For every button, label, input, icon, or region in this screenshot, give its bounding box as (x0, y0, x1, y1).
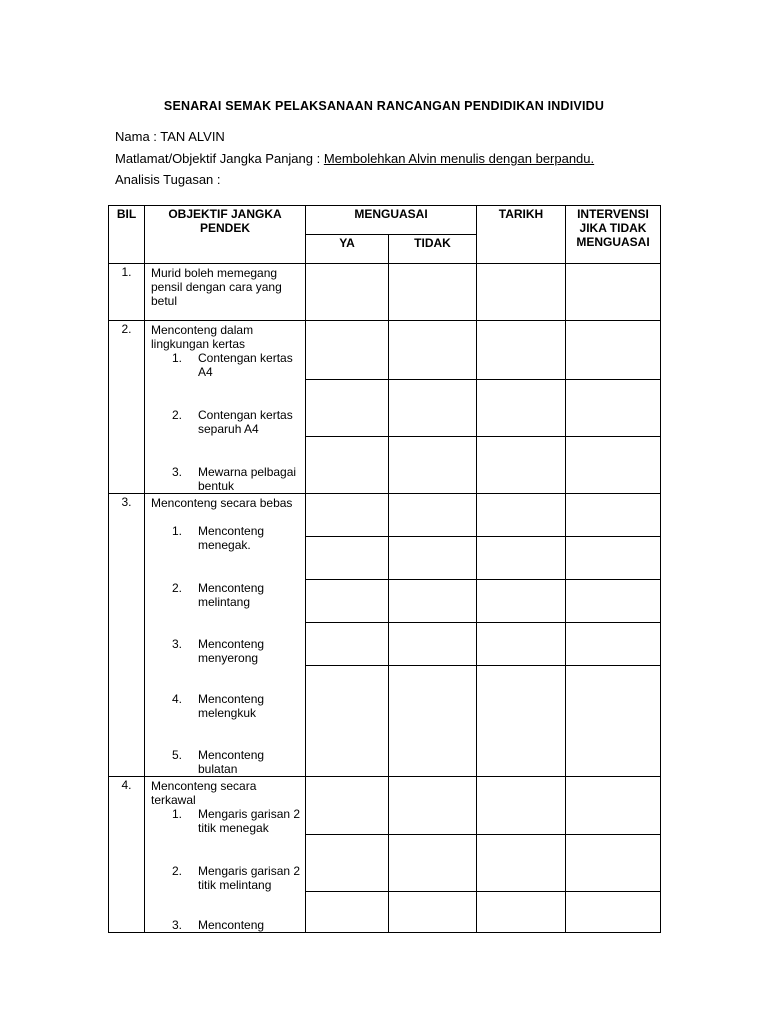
item-text: Mengaris garisan 2 titik melintang (198, 863, 301, 892)
list-item (151, 465, 301, 493)
tidak-cell[interactable] (389, 436, 477, 494)
bil-continuation (109, 436, 145, 494)
item-number: 2. (172, 863, 183, 878)
row-bil: 4. (109, 776, 145, 835)
header-tarikh: TARIKH (477, 206, 566, 264)
list-item (151, 408, 301, 436)
table-row (109, 321, 661, 380)
list-item (151, 692, 301, 720)
matlamat-line (115, 151, 594, 166)
bil-continuation (109, 623, 145, 666)
list-item (151, 748, 301, 776)
list-item (151, 581, 301, 609)
intervensi-cell[interactable] (566, 580, 661, 623)
matlamat-label: Matlamat/Objektif Jangka Panjang : (115, 151, 324, 166)
row-objective-block (145, 623, 306, 666)
bil-continuation (109, 892, 145, 933)
header-menguasai: MENGUASAI (306, 206, 477, 235)
tidak-cell[interactable] (389, 835, 477, 892)
ya-cell[interactable] (306, 623, 389, 666)
tarikh-cell[interactable] (477, 436, 566, 494)
tidak-cell[interactable] (389, 379, 477, 436)
list-item (151, 524, 301, 552)
ya-cell[interactable] (306, 494, 389, 537)
item-number: 1. (172, 351, 183, 365)
tidak-cell[interactable] (389, 321, 477, 380)
header-objektif: OBJEKTIF JANGKA PENDEK (145, 206, 306, 264)
tarikh-cell[interactable] (477, 379, 566, 436)
intervensi-cell[interactable] (566, 494, 661, 537)
row-objective-block (145, 892, 306, 933)
tarikh-cell[interactable] (477, 666, 566, 777)
tarikh-cell[interactable] (477, 580, 566, 623)
row-objective-block (145, 523, 306, 580)
tidak-cell[interactable] (389, 494, 477, 537)
intervensi-cell[interactable] (566, 436, 661, 494)
ya-cell[interactable] (306, 379, 389, 436)
analisis-label: Analisis Tugasan : (115, 172, 221, 187)
item-number: 3. (172, 636, 183, 651)
row-objective-block (145, 835, 306, 892)
item-text: Menconteng melintang (198, 580, 265, 609)
item-text: Mewarna pelbagai bentuk (198, 465, 297, 493)
tarikh-cell[interactable] (477, 835, 566, 892)
row-bil: 1. (109, 264, 145, 321)
ya-cell[interactable] (306, 537, 389, 580)
table-row (109, 264, 661, 321)
item-number: 3. (172, 465, 183, 479)
intervensi-cell[interactable] (566, 666, 661, 777)
checklist-table (108, 205, 661, 933)
tidak-cell[interactable] (389, 666, 477, 777)
item-number: 5. (172, 747, 183, 762)
document-title: SENARAI SEMAK PELAKSANAAN RANCANGAN PENDIDIKAN INDIVIDU (163, 99, 605, 113)
item-text: Menconteng menyerong (198, 636, 265, 665)
table-row (109, 776, 661, 835)
row-objective-block (145, 379, 306, 436)
intervensi-cell[interactable] (566, 835, 661, 892)
nama-line (115, 129, 225, 144)
item-text: Menconteng (198, 917, 265, 932)
ya-cell[interactable] (306, 776, 389, 835)
row-objective-block (145, 321, 306, 380)
item-text: Contengan kertas A4 (198, 351, 293, 379)
row-objective: Murid boleh memegang pensil dengan cara yang betul (145, 264, 306, 321)
intervensi-cell[interactable] (566, 776, 661, 835)
row-objective-block (145, 776, 306, 835)
header-intervensi: INTERVENSI JIKA TIDAK MENGUASAI (566, 206, 661, 264)
item-text: Contengan kertas separuh A4 (198, 408, 293, 436)
bil-continuation (109, 537, 145, 580)
row-bil: 2. (109, 321, 145, 380)
list-item (151, 918, 301, 932)
header-bil: BIL (109, 206, 145, 264)
table-row (109, 623, 661, 666)
list-item (151, 637, 301, 665)
ya-cell[interactable] (306, 580, 389, 623)
nama-label: Nama : (115, 129, 161, 144)
intervensi-cell[interactable] (566, 264, 661, 321)
header-tidak: TIDAK (389, 235, 477, 264)
row-objective: Menconteng secara bebas (151, 496, 293, 510)
item-text: Menconteng melengkuk (198, 691, 265, 720)
table-row (109, 835, 661, 892)
intervensi-cell[interactable] (566, 379, 661, 436)
ya-cell[interactable] (306, 436, 389, 494)
table-row (109, 379, 661, 436)
row-bil: 3. (109, 494, 145, 537)
list-item (151, 351, 301, 379)
list-item (151, 864, 301, 892)
table-row (109, 666, 661, 777)
bil-continuation (109, 379, 145, 436)
ya-cell[interactable] (306, 321, 389, 380)
nama-value: TAN ALVIN (160, 129, 225, 144)
item-number: 1. (172, 806, 183, 821)
tarikh-cell[interactable] (477, 264, 566, 321)
tarikh-cell[interactable] (477, 537, 566, 580)
row-objective-block (145, 580, 306, 623)
tarikh-cell[interactable] (477, 494, 566, 537)
intervensi-cell[interactable] (566, 892, 661, 933)
intervensi-cell[interactable] (566, 537, 661, 580)
tidak-cell[interactable] (389, 537, 477, 580)
item-text: Menconteng bulatan (198, 747, 265, 776)
row-objective: Menconteng secara terkawal (151, 778, 257, 807)
item-number: 4. (172, 691, 183, 706)
ya-cell[interactable] (306, 892, 389, 933)
ya-cell[interactable] (306, 835, 389, 892)
table-row (109, 537, 661, 580)
item-number: 1. (172, 523, 183, 538)
ya-cell[interactable] (306, 666, 389, 777)
list-item (151, 807, 301, 835)
item-text: Menconteng menegak. (198, 523, 265, 552)
item-number: 2. (172, 408, 183, 422)
tidak-cell[interactable] (389, 580, 477, 623)
header-ya: YA (306, 235, 389, 264)
row-objective: Menconteng dalam lingkungan kertas (151, 323, 254, 351)
table-row (109, 892, 661, 933)
tarikh-cell[interactable] (477, 321, 566, 380)
tidak-cell[interactable] (389, 264, 477, 321)
tarikh-cell[interactable] (477, 776, 566, 835)
bil-continuation (109, 835, 145, 892)
item-number: 2. (172, 580, 183, 595)
tidak-cell[interactable] (389, 892, 477, 933)
table-row (109, 436, 661, 494)
item-text: Mengaris garisan 2 titik menegak (198, 806, 301, 835)
table-row (109, 580, 661, 623)
ya-cell[interactable] (306, 264, 389, 321)
item-number: 3. (172, 917, 183, 932)
bil-continuation (109, 580, 145, 623)
tarikh-cell[interactable] (477, 623, 566, 666)
intervensi-cell[interactable] (566, 321, 661, 380)
tidak-cell[interactable] (389, 776, 477, 835)
row-objective-block (145, 666, 306, 777)
bil-continuation (109, 666, 145, 777)
row-objective-block (145, 436, 306, 494)
tarikh-cell[interactable] (477, 892, 566, 933)
tidak-cell[interactable] (389, 623, 477, 666)
matlamat-value: Membolehkan Alvin menulis dengan berpandu. (323, 151, 595, 166)
intervensi-cell[interactable] (566, 623, 661, 666)
